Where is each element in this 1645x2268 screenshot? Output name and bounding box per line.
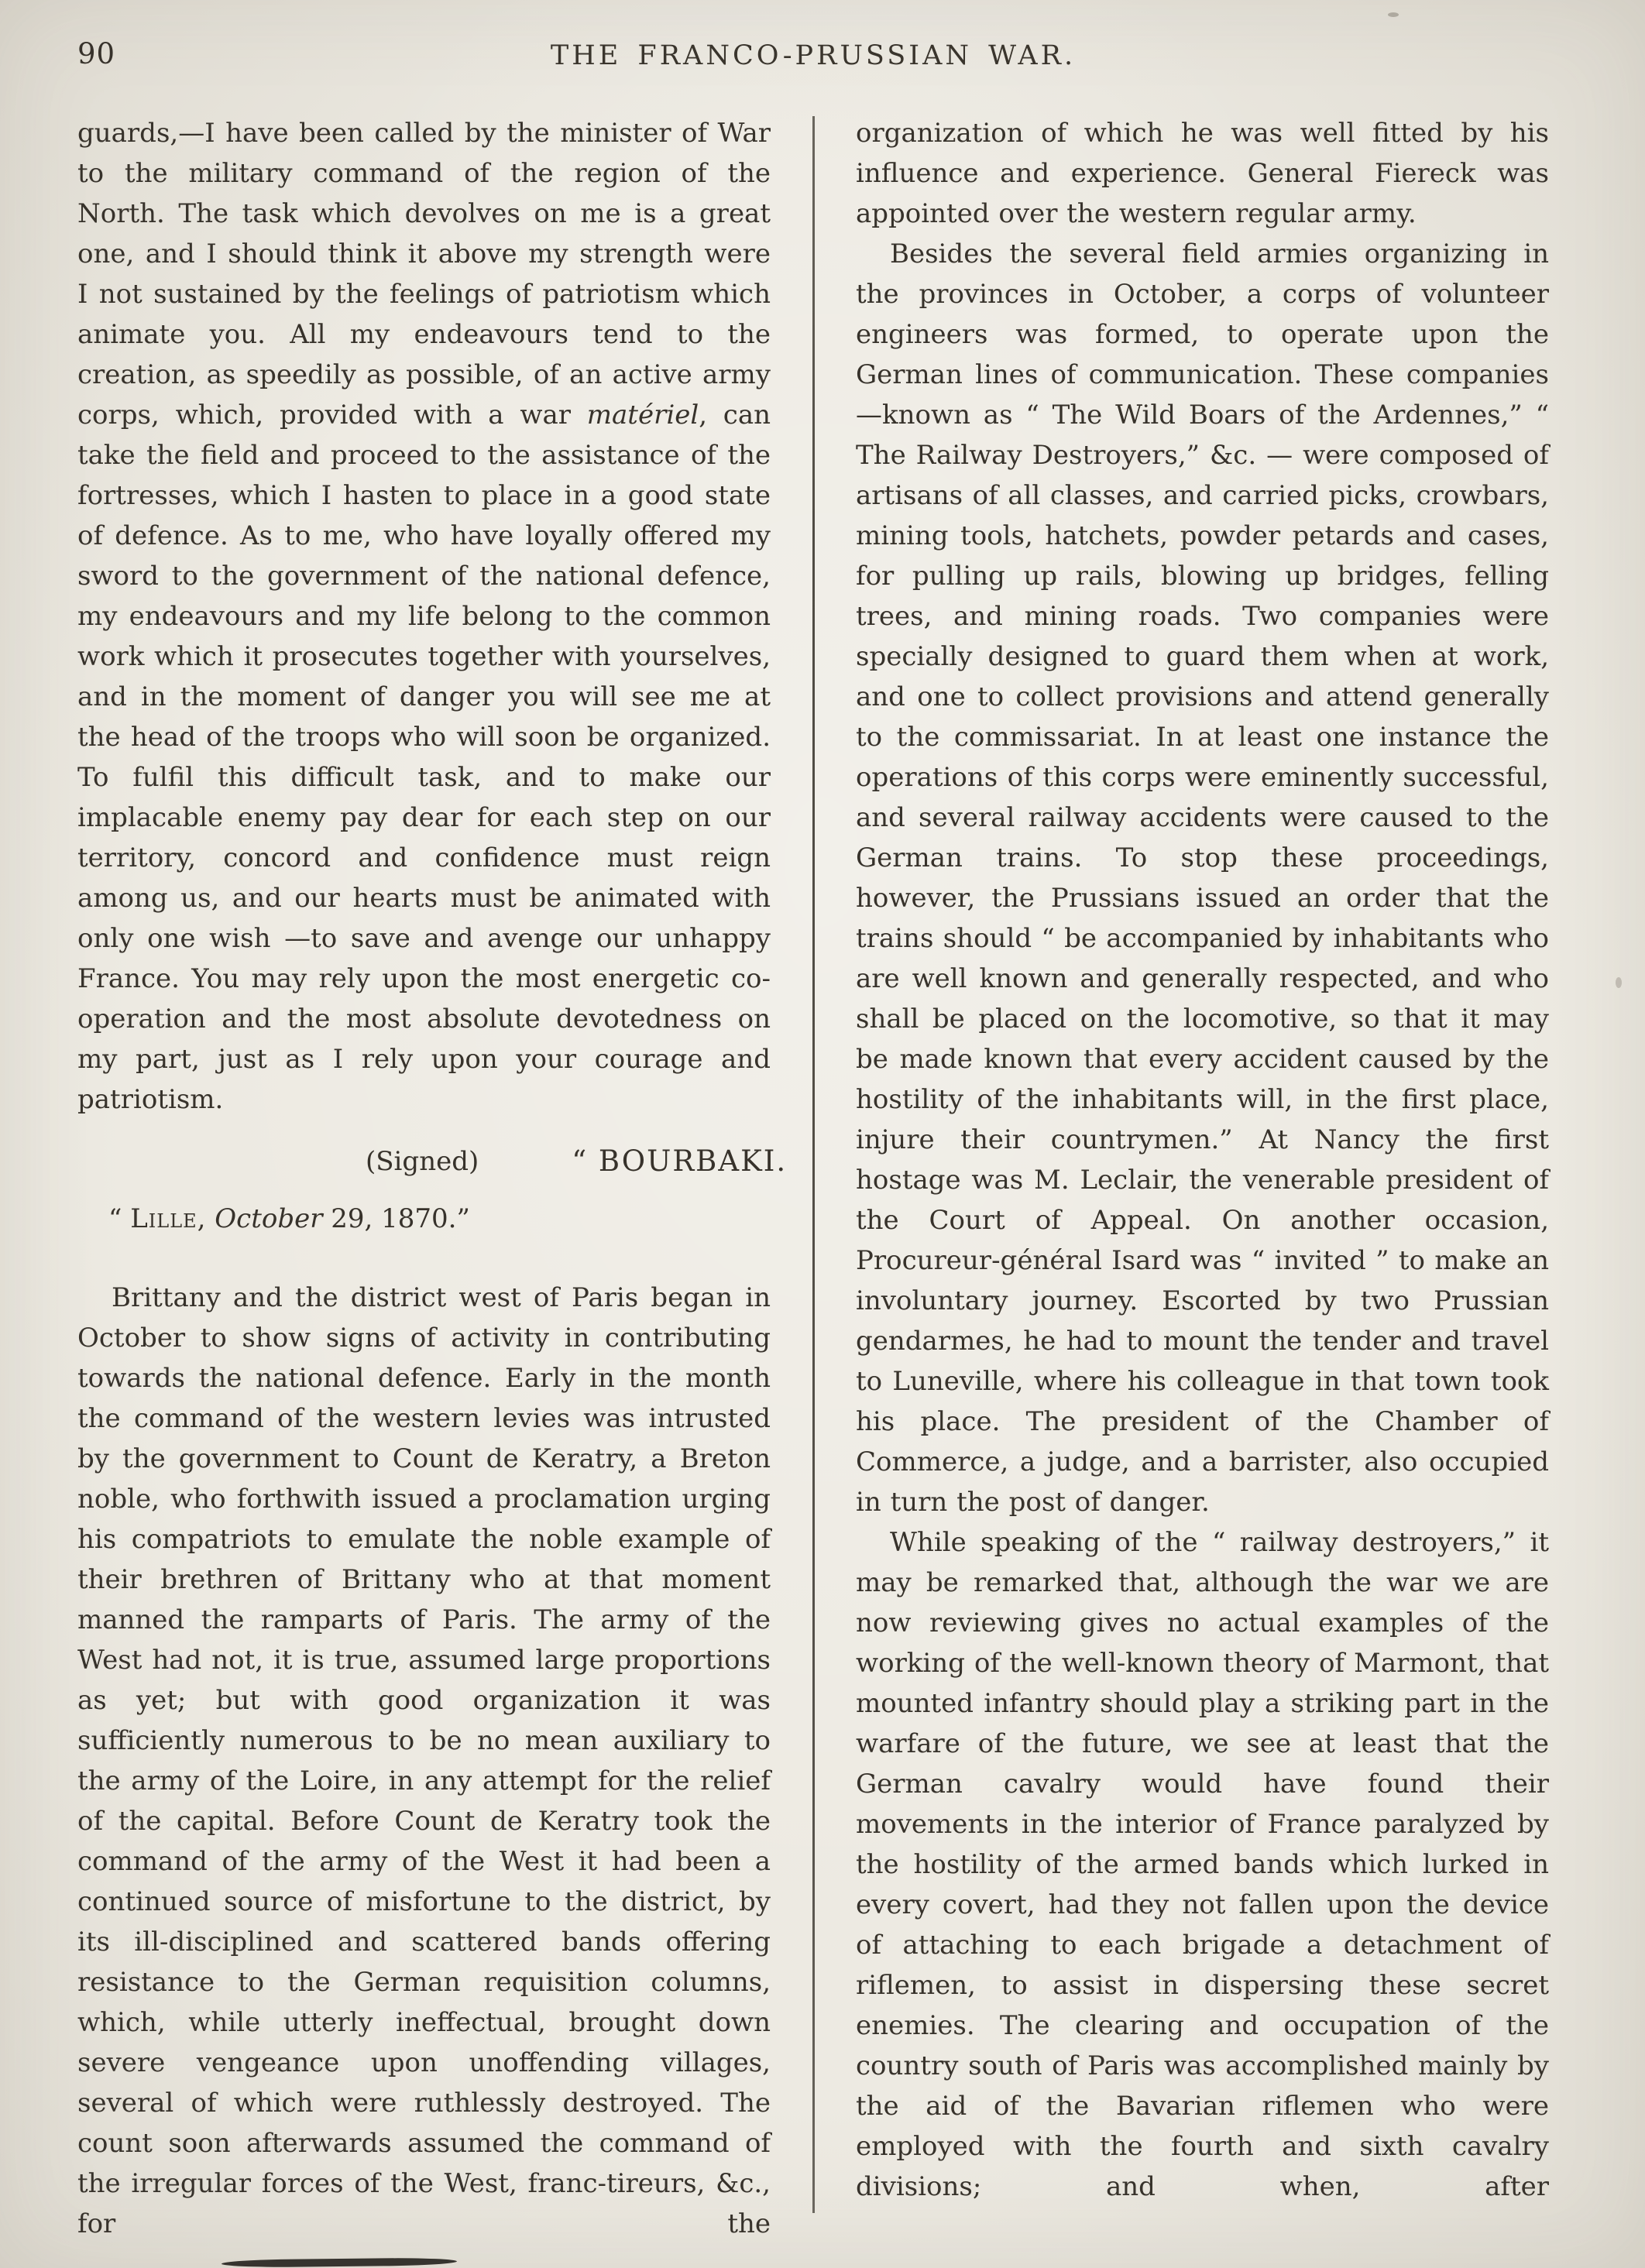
- page-header: [77, 36, 1549, 79]
- signature-line: [77, 1141, 788, 1182]
- signature-name: “ BOURBAKI.: [572, 1144, 788, 1178]
- signed-label: (Signed): [366, 1146, 479, 1177]
- dateline: “ Lille, October 29, 1870.”: [108, 1203, 470, 1234]
- body-paragraph-while-speaking: While speaking of the “ railway destroyers,” it may be remarked that, although the war we are now reviewing gives no actual examples of the working of the well-known theory of Marmont, that mounted infantry should play a striking part in the warfare of the future, we see at least that the German cavalry would have found their movements in the interior of France paralyzed by the hostility of the armed bands which lurked in every covert, had they not fallen upon the device of attaching to each brigade a detachment of riflemen, to assist in dispersing these secret enemies. The clearing and occupation of the country south of Paris was accomplished mainly by the aid of the Bavarian riflemen who were employed with the fourth and sixth cavalry divisions; and when, after: [856, 1527, 1549, 2202]
- scan-artifact: [1616, 977, 1622, 988]
- body-paragraph-guards: guards,—I have been called by the minister of War to the military command of the region of the North. The task which devolves on me is a great one, and I should think it above my strength were I not sustained by the feelings of patriotism which animate you. All my endeavours tend to the creation, as speedily as possible, of an active army corps, which, provided with a war matériel, can take the field and proceed to the assistance of the fortresses, which I hasten to place in a good state of defence. As to me, who have loyally offered my sword to the government of the national defence, my endeavours and my life belong to the common work which it prosecutes together with yourselves, and in the moment of danger you will see me at the head of the troops who will soon be organized. To fulfil this difficult task, and to make our implacable enemy pay dear for each step on our territory, concord and confidence must reign among us, and our hearts must be animated with only one wish —to save and avenge our unhappy France. You may rely upon the most energetic co-operation and the most absolute devotedness on my part, just as I rely upon your courage and patriotism.: [77, 118, 771, 1115]
- left-column: [77, 113, 788, 2244]
- body-paragraph-brittany: Brittany and the district west of Paris began in October to show signs of activity in contributing towards the national defence. Early in the month the command of the western levies was intrusted by the government to Count de Keratry, a Breton noble, who forthwith issued a proclamation urging his compatriots to emulate the noble example of their brethren of Brittany who at that moment manned the ramparts of Paris. The army of the West had not, it is true, assumed large proportions as yet; but with good organization it was sufficiently numerous to be no mean auxiliary to the army of the Loire, in any attempt for the relief of the capital. Before Count de Keratry took the command of the army of the West it had been a continued source of misfortune to the district, by its ill-disciplined and scattered bands offering resistance to the German requisition columns, which, while utterly ineffectual, brought down severe vengeance upon unoffending villages, several of which were ruthlessly destroyed. The count soon afterwards assumed the command of the irregular forces of the West, franc-tireurs, &c., for the: [77, 1282, 771, 2239]
- text-columns: [77, 113, 1549, 2244]
- scan-artifact: [222, 2257, 457, 2267]
- body-paragraph-organization: organization of which he was well fitted by his influence and experience. General Fiereck was appointed over the western regular army.: [856, 118, 1549, 229]
- page-number: 90: [77, 37, 116, 70]
- body-paragraph-besides: Besides the several field armies organizing in the provinces in October, a corps of volunteer engineers was formed, to operate upon the German lines of communication. These companies—known as “ The Wild Boars of the Ardennes,” “ The Railway Destroyers,” &c. — were composed of artisans of all classes, and carried picks, crowbars, mining tools, hatchets, powder petards and cases, for pulling up rails, blowing up bridges, felling trees, and mining roads. Two companies were specially designed to guard them when at work, and one to collect provisions and attend generally to the commissariat. In at least one instance the operations of this corps were eminently successful, and several railway accidents were caused to the German trains. To stop these proceedings, however, the Prussians issued an order that the trains should “ be accompanied by inhabitants who are well known and generally respected, and who shall be placed on the locomotive, so that it may be made known that every accident caused by the hostility of the inhabitants will, in the first place, injure their countrymen.” At Nancy the first hostage was M. Leclair, the venerable president of the Court of Appeal. On another occasion, Procureur-général Isard was “ invited ” to make an involuntary journey. Escorted by two Prussian gendarmes, he had to mount the tender and travel to Luneville, where his colleague in that town took his place. The president of the Chamber of Commerce, a judge, and a barrister, also occupied in turn the post of danger.: [856, 238, 1549, 1518]
- running-title: THE FRANCO-PRUSSIAN WAR.: [550, 40, 1077, 71]
- scan-artifact: [1388, 12, 1399, 17]
- column-divider: [812, 116, 815, 2213]
- right-column: [856, 113, 1549, 2244]
